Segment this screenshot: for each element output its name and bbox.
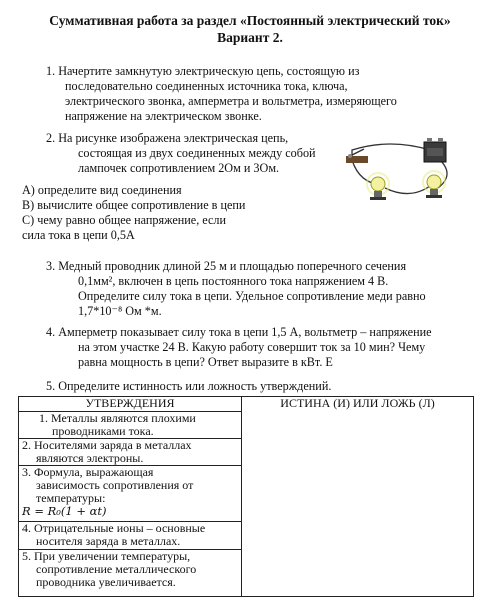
statement-word: в xyxy=(135,438,142,452)
statement-line: проводниками тока. xyxy=(52,424,154,438)
question-3-line: 3. Медный проводник длиной 25 м и площадью поперечного сечения xyxy=(46,259,407,273)
question-2-line: 2. На рисунке изображена электрическая цепь, xyxy=(46,131,289,145)
question-1-line: 1. Начертите замкнутую электрическую цепь, состоящую из xyxy=(46,64,360,78)
statement-word: температуры, xyxy=(121,549,191,563)
question-3 xyxy=(46,259,426,319)
statement-word: сопротивления xyxy=(102,478,180,492)
statement-word: металлах xyxy=(144,438,192,452)
statement-word: 5. При xyxy=(22,549,56,563)
question-4-line: 4. Амперметр показывает силу тока в цепи 1,5 А, вольтметр – напряжение xyxy=(46,325,432,339)
question-4-line: на этом участке 24 В. Какую работу совершит ток за 10 мин? Чему xyxy=(78,340,426,354)
statement-word: зависимость xyxy=(36,478,100,492)
statement-line: 4. Отрицательные ионы – основные xyxy=(22,521,206,535)
worksheet-title: Суммативная работа за раздел «Постоянный электрический ток» xyxy=(49,13,451,28)
column-header-statements: УТВЕРЖДЕНИЯ xyxy=(85,396,175,410)
statement-line: носителя заряда в металлах. xyxy=(36,534,181,548)
resistance-formula: R = R₀(1 + αt) xyxy=(22,504,107,518)
statement-line: проводника увеличивается. xyxy=(36,575,176,589)
bulb-icon xyxy=(367,173,389,200)
question-3-line: Определите силу тока в цепи. Удельное сопротивление меди равно xyxy=(78,289,426,303)
circuit-illustration xyxy=(330,130,480,215)
statement-word: металлического xyxy=(115,562,197,576)
question-3-line: 0,1мм², включен в цепь постоянного тока напряжением 4 В. xyxy=(78,274,389,288)
statement-row-3 xyxy=(19,465,241,521)
statement-word: увеличении xyxy=(58,549,119,563)
statement-word: плохими xyxy=(151,411,196,425)
question-1 xyxy=(46,64,397,124)
switch-icon xyxy=(346,149,368,163)
statement-word: сопротивление xyxy=(36,562,113,576)
question-3-line: 1,7*10⁻⁸ Ом *м. xyxy=(78,304,162,318)
question-1-line: напряжение на электрическом звонке. xyxy=(65,109,262,123)
variant-label: Вариант 2. xyxy=(217,30,283,45)
question-5-heading xyxy=(46,379,331,394)
statement-word: от xyxy=(182,478,194,492)
column-header-truth: ИСТИНА (И) ИЛИ ЛОЖЬ (Л) xyxy=(280,396,435,410)
statement-word: являются xyxy=(100,411,149,425)
question-2-task: В) вычислите общее сопротивление в цепи xyxy=(22,198,246,212)
question-1-line: электрического звонка, амперметра и вольтметра, измеряющего xyxy=(65,94,397,108)
statement-word: заряда xyxy=(99,438,133,452)
statement-line: являются электроны. xyxy=(36,451,144,465)
battery-icon xyxy=(424,138,446,162)
statement-line: температуры: xyxy=(36,491,106,505)
question-2 xyxy=(46,131,316,176)
statement-row-4 xyxy=(19,521,241,549)
question-4 xyxy=(46,325,432,370)
question-2-task: сила тока в цепи 0,5А xyxy=(22,228,135,242)
question-2-task: С) чему равно общее напряжение, если xyxy=(22,213,227,227)
statement-word: 1. Металлы xyxy=(39,411,98,425)
question-2-line: состоящая из двух соединенных между собой xyxy=(78,146,316,160)
question-5-heading-text: 5. Определите истинность или ложность утверждений. xyxy=(46,379,332,393)
question-1-line: последовательно соединенных источника тока, ключа, xyxy=(65,79,348,93)
statements-table xyxy=(18,396,474,597)
statement-row-5 xyxy=(19,549,241,596)
question-4-line: равна мощность в цепи? Ответ выразите в кВт. Е xyxy=(78,355,333,369)
question-2-tasks xyxy=(22,183,245,243)
question-2-line: лампочек сопротивлением 2Ом и 3Ом. xyxy=(78,161,280,175)
statement-word: 2. Носителями xyxy=(22,438,97,452)
statement-word: выражающая xyxy=(85,465,154,479)
statement-row-2 xyxy=(19,438,241,465)
statement-row-1 xyxy=(19,411,241,438)
statement-word: 3. Формула, xyxy=(22,465,83,479)
question-2-task: А) определите вид соединения xyxy=(22,183,182,197)
